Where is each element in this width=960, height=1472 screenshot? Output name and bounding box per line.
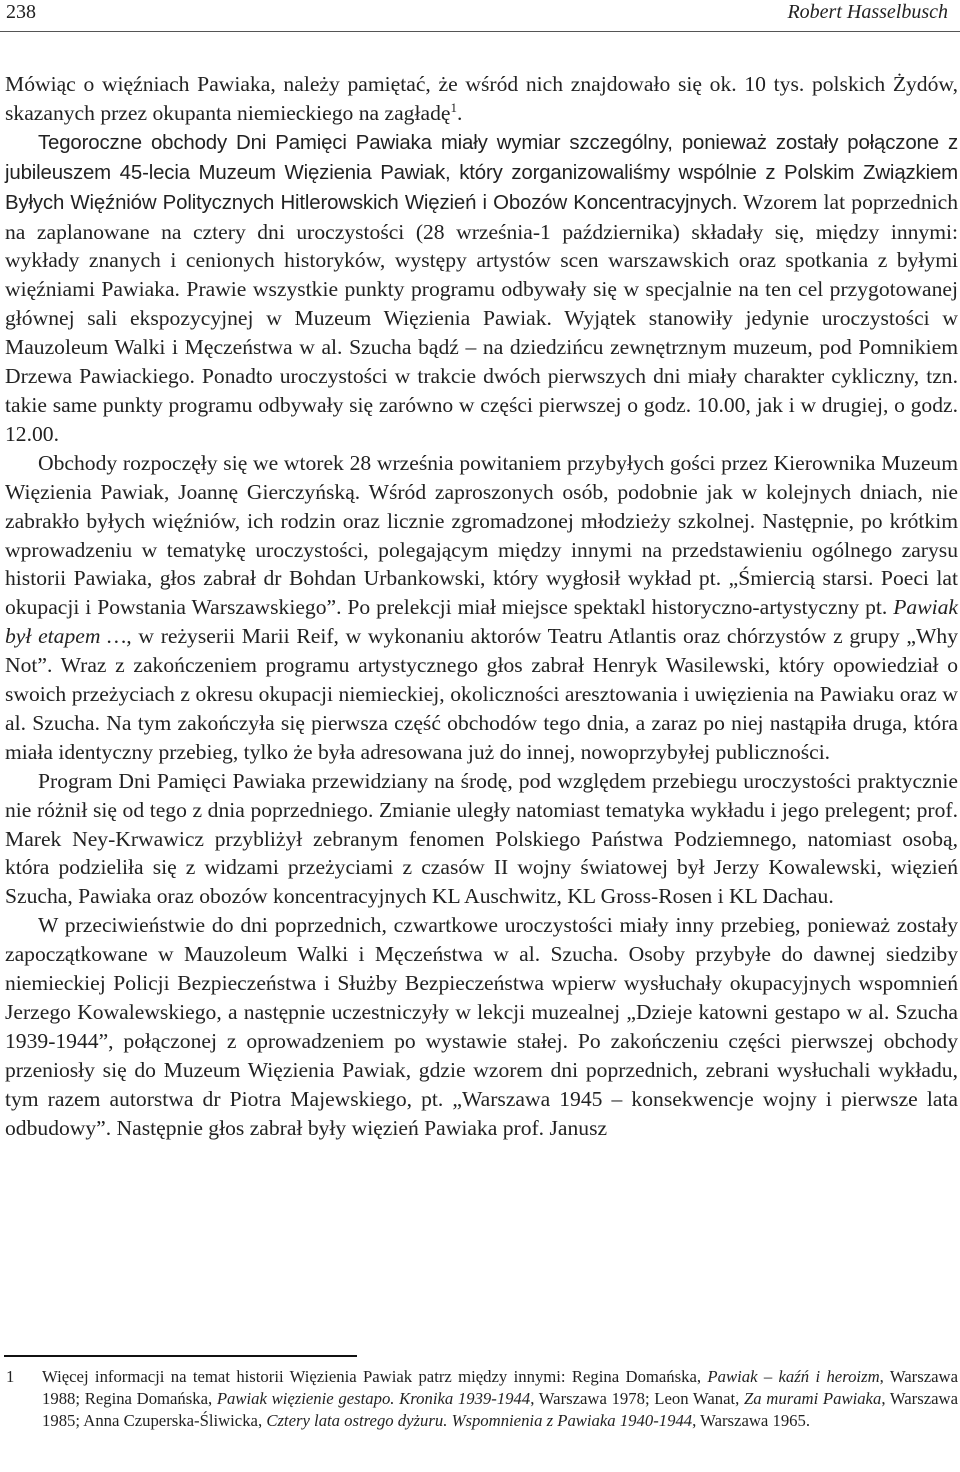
footnote-part-5: , Warszawa 1965. — [692, 1411, 811, 1430]
footnote-italic-1: Pawiak – kaźń i heroizm — [707, 1367, 880, 1386]
footnote-reference: 1 — [450, 99, 457, 115]
paragraph-4: Program Dni Pamięci Pawiaka przewidziany na środę, pod względem przebiegu uroczystości praktycznie nie różnił się od tego z dnia poprzedniego. Zmianie uległy natomiast tematyka wykładu i jego prelegent; prof. Marek Ney-Krwawicz przybliżył zebranym fenomen Polskiego Państwa Podziemnego, natomiast osobą, która podzieliła się z widzami przeżyciami z czasów II wojny światowej był Jerzy Kowalewski, więzień Szucha, Pawiaka oraz obozów koncentracyjnych KL Auschwitz, KL Gross-Rosen i KL Dachau. — [5, 768, 958, 909]
paragraph-5: W przeciwieństwie do dni poprzednich, czwartkowe uroczystości miały inny przebieg, ponieważ zostały zapoczątkowane w Mauzoleum Walki i Męczeństwa w al. Szucha. Osoby przybyłe do dawnej siedziby niemieckiej Policji Bezpieczeństwa i Służby Bezpieczeństwa wpierw wysłuchały okupacyjnych wspomnień Jerzego Kowalewskiego, a następnie uczestniczyły w lekcji muzealnej „Dzieje katowni gestapo w al. Szucha 1939-1944”, połączonej z oprowadzeniem po wystawie stałej. Po zakończeniu części pierwszej obchody przeniosły się do Muzeum Więzienia Pawiak, gdzie wzorem dni poprzednich, zebrani wysłuchali wykładu, tym razem autorstwa dr Piotra Majewskiego, pt. „Warszawa 1945 – konsekwencje wojny i pierwsze lata odbudowy”. Następnie głos zabrał były więzień Pawiaka prof. Janusz — [5, 913, 958, 1140]
paragraph-1-text: Mówiąc o więźniach Pawiaka, należy pamiętać, że wśród nich znajdowało się ok. 10 tys. polskich Żydów, skazanych przez okupanta niemieckiego na zagładę — [5, 72, 958, 125]
header-rule — [0, 31, 960, 32]
footnote-part-3: , Warszawa 1978; Leon Wanat, — [530, 1389, 744, 1408]
footnote-part-4: , Warszawa 1985; Anna Czuperska-Śliwicka, — [42, 1389, 959, 1430]
paragraph-2 — [5, 128, 958, 449]
footnote-italic-3: Za murami Pawiaka — [744, 1389, 882, 1408]
footnote-part-1: Więcej informacji na temat historii Więzienia Pawiak patrz między innymi: Regina Domańska, — [42, 1367, 708, 1386]
paragraph-3-text: Obchody rozpoczęły się we wtorek 28 września powitaniem przybyłych gości przez Kierownika Muzeum Więzienia Pawiak, Joannę Gierczyńską. Wśród zaproszonych osób, podobnie jak w kolejnych dniach, nie zabrakło byłych więźniów, ich rodzin oraz licznie zgromadzonej młodzieży szkolnej. Następnie, po krótkim wprowadzeniu w tematykę uroczystości, polegającym między innymi na przedstawieniu ogólnego zarysu historii Pawiaka, głos zabrał dr Bohdan Urbankowski, który wygłosił wykład pt. „Śmiercią starsi. Poeci lat okupacji i Powstania Warszawskiego”. Po prelekcji miał miejsce spektakl historyczno-artystyczny pt. — [5, 450, 958, 620]
running-head-author: Robert Hasselbusch — [787, 1, 948, 23]
paragraph-1-end: . — [456, 100, 463, 125]
paragraph-2-sans-text: Tegoroczne obchody Dni Pamięci Pawiaka miały wymiar szczególny, ponieważ zostały połączone z jubileuszem 45-lecia Muzeum Więzienia Pawiak, który zorganizowaliśmy wspólnie z Polskim Związkiem Byłych Więźniów Politycznych Hitlerowskich Więzień i Obozów Koncentracyjnych. — [5, 131, 958, 214]
footnote-text — [42, 1366, 958, 1432]
footnote-italic-2: Pawiak więzienie gestapo. Kronika 1939-1944 — [216, 1389, 531, 1408]
paragraph-3-text-cont: w reżyserii Marii Reif, w wykonaniu aktorów Teatru Atlantis oraz chórzystów z grupy „Why Not”. Wraz z zakończeniem programu artystycznego głos zabrał Henryk Wasilewski, który opowiedział o swoich przeżyciach z okresu okupacji niemieckiej, okoliczności aresztowania i uwięzienia na Pawiaku oraz w al. Szucha. Na tym zakończyła się pierwsza część obchodów tego dnia, a zaraz po niej nastąpiła druga, która miała identyczny przebieg, tylko że była adresowana już do innej, nowoprzybyłej publiczności. — [5, 624, 958, 764]
footnote-number: 1 — [6, 1367, 15, 1386]
main-text — [5, 70, 958, 1143]
page-header — [0, 0, 960, 32]
paragraph-3 — [5, 449, 958, 767]
footnote-rule — [4, 1355, 357, 1357]
paragraph-2-text: Wzorem lat poprzednich na zaplanowane na cztery dni uroczystości (28 września-1 października) składały się, między innymi: wykłady znanych i cenionych historyków, występy artystów scen warszawskich oraz spotkania z byłymi więźniami Pawiaka. Prawie wszystkie punkty programu odbywały się w specjalnie na ten cel przygotowanej głównej sali ekspozycyjnej w Muzeum Więzienia Pawiak. Wyjątek stanowiły jedynie uroczystości w Mauzoleum Walki i Męczeństwa w al. Szucha bądź – na dziedzińcu zewnętrznym muzeum, pod Pomnikiem Drzewa Pawiackiego. Ponadto uroczystości w trakcie dwóch pierwszych dni miały charakter cykliczny, tzn. takie same punkty programu odbywały się zarówno w części pierwszej o godz. 10.00, jak i w drugiej, o godz. 12.00. — [5, 189, 958, 446]
paragraph-3-italic-title: Pawiak był etapem …, — [5, 595, 958, 649]
footnote-part-2: , Warszawa 1988; Regina Domańska, — [42, 1367, 958, 1408]
footnote — [6, 1366, 958, 1432]
paragraph-1 — [5, 70, 958, 128]
footnote-italic-4: Cztery lata ostrego dyżuru. Wspomnienia z Pawiaka 1940-1944 — [266, 1411, 693, 1430]
page-number: 238 — [6, 1, 36, 23]
